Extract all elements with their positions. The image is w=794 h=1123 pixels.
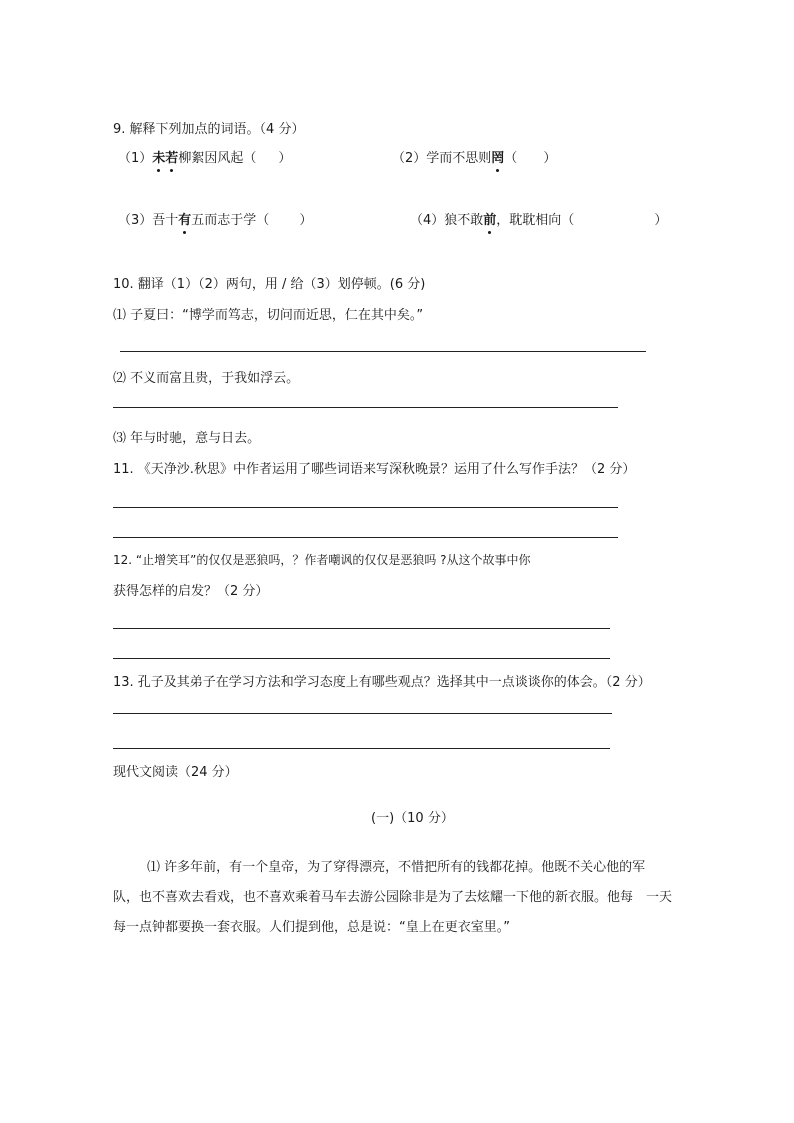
q10-sentence-3: ⑶ 年与时驰，意与日去。: [113, 431, 261, 446]
q9-item1: [118, 150, 291, 168]
q10-sentence-1: ⑴ 子夏曰：“博学而笃志，切问而近思，仁在其中矣。”: [113, 308, 424, 323]
q9-item1-dotted-word-1: 未: [152, 151, 166, 166]
q9-item4-prefix: （4）狼不敢: [410, 213, 484, 228]
q12-line-1: 12. “止增笑耳”的仅仅是恶狼吗，？作者嘲讽的仅仅是恶狼吗 ?从这个故事中你: [113, 553, 531, 567]
answer-line: [113, 537, 618, 538]
q10-title: 10. 翻译（1）（2）两句，用 / 给（3）划停顿。(6 分): [113, 277, 426, 292]
q9-item2: [392, 150, 556, 168]
q9-item4-rest: ，耽耽相向（: [496, 213, 575, 228]
q9-item1-prefix: （1）: [118, 151, 153, 166]
q9-item3: [118, 212, 312, 230]
q9-item1-rest: 柳絮因风起（: [178, 151, 257, 166]
q9-title: 9. 解释下列加点的词语。（4 分）: [113, 122, 305, 137]
answer-line: [113, 748, 610, 749]
q9-item1-close: ）: [278, 151, 292, 166]
passage-line-3: 每一点钟都要换一套衣服。人们提到他，总是说：“皇上在更衣室里。”: [113, 920, 510, 935]
answer-line: [113, 628, 610, 629]
q9-item2-rest: （: [504, 151, 518, 166]
answer-line: [113, 713, 612, 714]
q9-item3-dotted-word: 有: [178, 213, 192, 228]
q9-item3-prefix: （3）吾十: [118, 213, 179, 228]
passage-line-2: 队，也不喜欢去看戏，也不喜欢乘着马车去游公园除非是为了去炫耀一下他的新衣服。他每 一天: [113, 890, 673, 905]
q9-item4-close: ）: [654, 213, 668, 228]
q9-item3-close: ）: [299, 213, 313, 228]
q9-item3-rest: 五而志于学（: [191, 213, 270, 228]
q11-title: 11. 《天净沙.秋思》中作者运用了哪些词语来写深秋晚景？运用了什么写作手法？（2 分）: [113, 462, 636, 477]
answer-line: [113, 658, 610, 659]
section-subtitle: (一)（10 分）: [371, 811, 454, 826]
q9-item2-close: ）: [543, 151, 557, 166]
q9-item2-dotted-word: 罔: [491, 151, 505, 166]
answer-line: [120, 351, 646, 352]
q9-item2-prefix: （2）学而不思则: [392, 151, 492, 166]
q9-item1-dotted-word-2: 若: [165, 151, 179, 166]
q9-item4-dotted-word: 前: [483, 213, 497, 228]
section-title: 现代文阅读（24 分）: [113, 765, 238, 780]
q9-item4: [410, 212, 667, 230]
q12-line-2: 获得怎样的启发？（2 分）: [113, 584, 269, 599]
answer-line: [113, 407, 618, 408]
passage-line-1: ⑴ 许多年前，有一个皇帝，为了穿得漂亮，不惜把所有的钱都花掉。他既不关心他的军: [147, 860, 646, 875]
q10-sentence-2: ⑵ 不义而富且贵，于我如浮云。: [113, 371, 300, 386]
q13-title: 13. 孔子及其弟子在学习方法和学习态度上有哪些观点？选择其中一点谈谈你的体会。（2 分）: [113, 675, 651, 690]
answer-line: [113, 507, 618, 508]
